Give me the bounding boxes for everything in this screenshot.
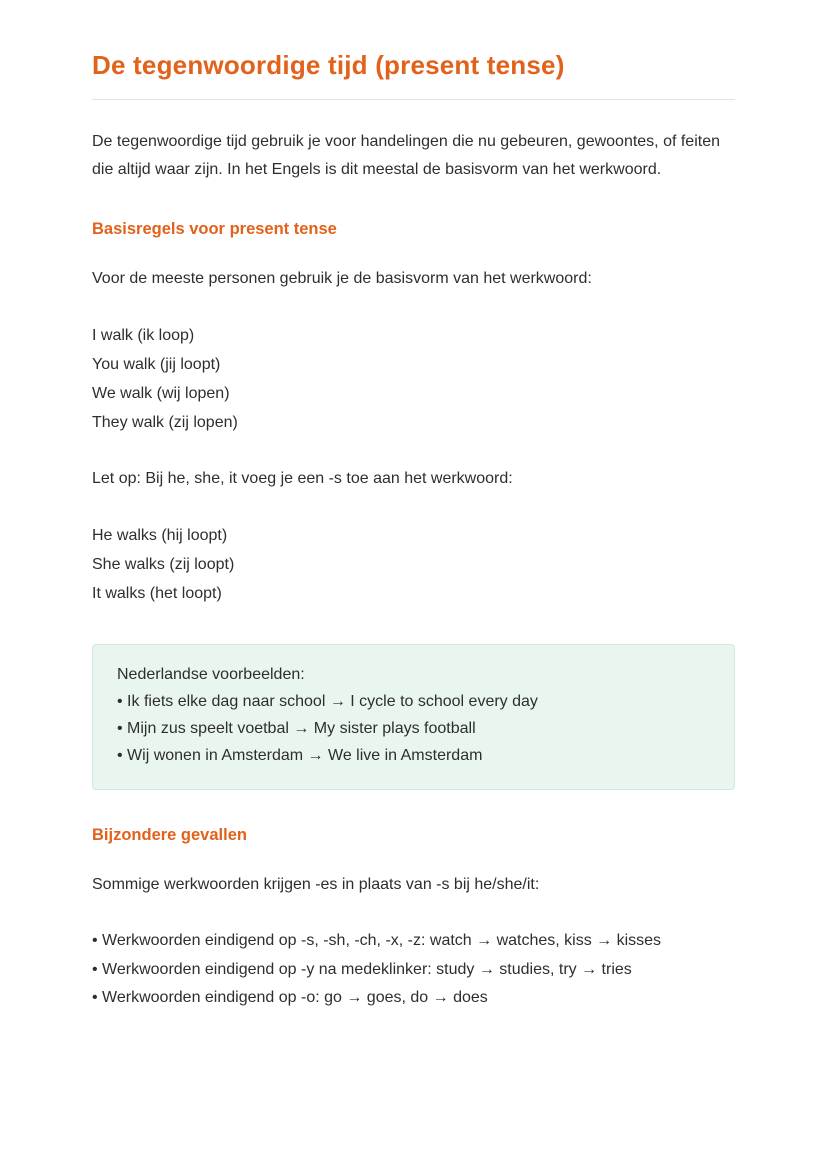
example-line: She walks (zij loopt) — [92, 556, 235, 573]
bullet-item: • Werkwoorden eindigend op -o: go → goes, do → does — [92, 989, 488, 1006]
es-rules-bullet-list — [92, 927, 735, 1013]
example-line: We walk (wij lopen) — [92, 385, 230, 402]
section-heading-basisregels: Basisregels voor present tense — [92, 220, 337, 238]
s-form-examples-block — [92, 521, 735, 608]
intro-paragraph: De tegenwoordige tijd gebruik je voor handelingen die nu gebeuren, gewoontes, of feiten die altijd waar zijn. In het Engels is dit meestal de basisvorm van het werkwoord. — [92, 133, 720, 178]
example-line: It walks (het loopt) — [92, 585, 222, 602]
section-heading-bijzondere-gevallen: Bijzondere gevallen — [92, 826, 247, 844]
callout-item: • Ik fiets elke dag naar school → I cycle to school every day — [117, 693, 538, 710]
title-divider — [92, 99, 735, 100]
callout-item: • Wij wonen in Amsterdam → We live in Amsterdam — [117, 747, 483, 764]
s-rule-note-paragraph: Let op: Bij he, she, it voeg je een -s toe aan het werkwoord: — [92, 470, 513, 487]
page-title: De tegenwoordige tijd (present tense) — [92, 50, 565, 80]
callout-title: Nederlandse voorbeelden: — [117, 666, 305, 683]
example-line: I walk (ik loop) — [92, 327, 195, 344]
basisregels-lead-paragraph: Voor de meeste personen gebruik je de basisvorm van het werkwoord: — [92, 270, 592, 287]
example-line: They walk (zij lopen) — [92, 414, 238, 431]
example-line: He walks (hij loopt) — [92, 527, 228, 544]
bijzonder-lead-paragraph: Sommige werkwoorden krijgen -es in plaats van -s bij he/she/it: — [92, 876, 540, 893]
basic-examples-block — [92, 321, 735, 437]
bullet-item: • Werkwoorden eindigend op -y na medeklinker: study → studies, try → tries — [92, 960, 632, 978]
example-line: You walk (jij loopt) — [92, 356, 221, 373]
dutch-examples-callout — [92, 644, 735, 790]
callout-item: • Mijn zus speelt voetbal → My sister plays football — [117, 720, 476, 737]
bullet-item: • Werkwoorden eindigend op -s, -sh, -ch, -x, -z: watch → watches, kiss → kisses — [92, 932, 662, 949]
